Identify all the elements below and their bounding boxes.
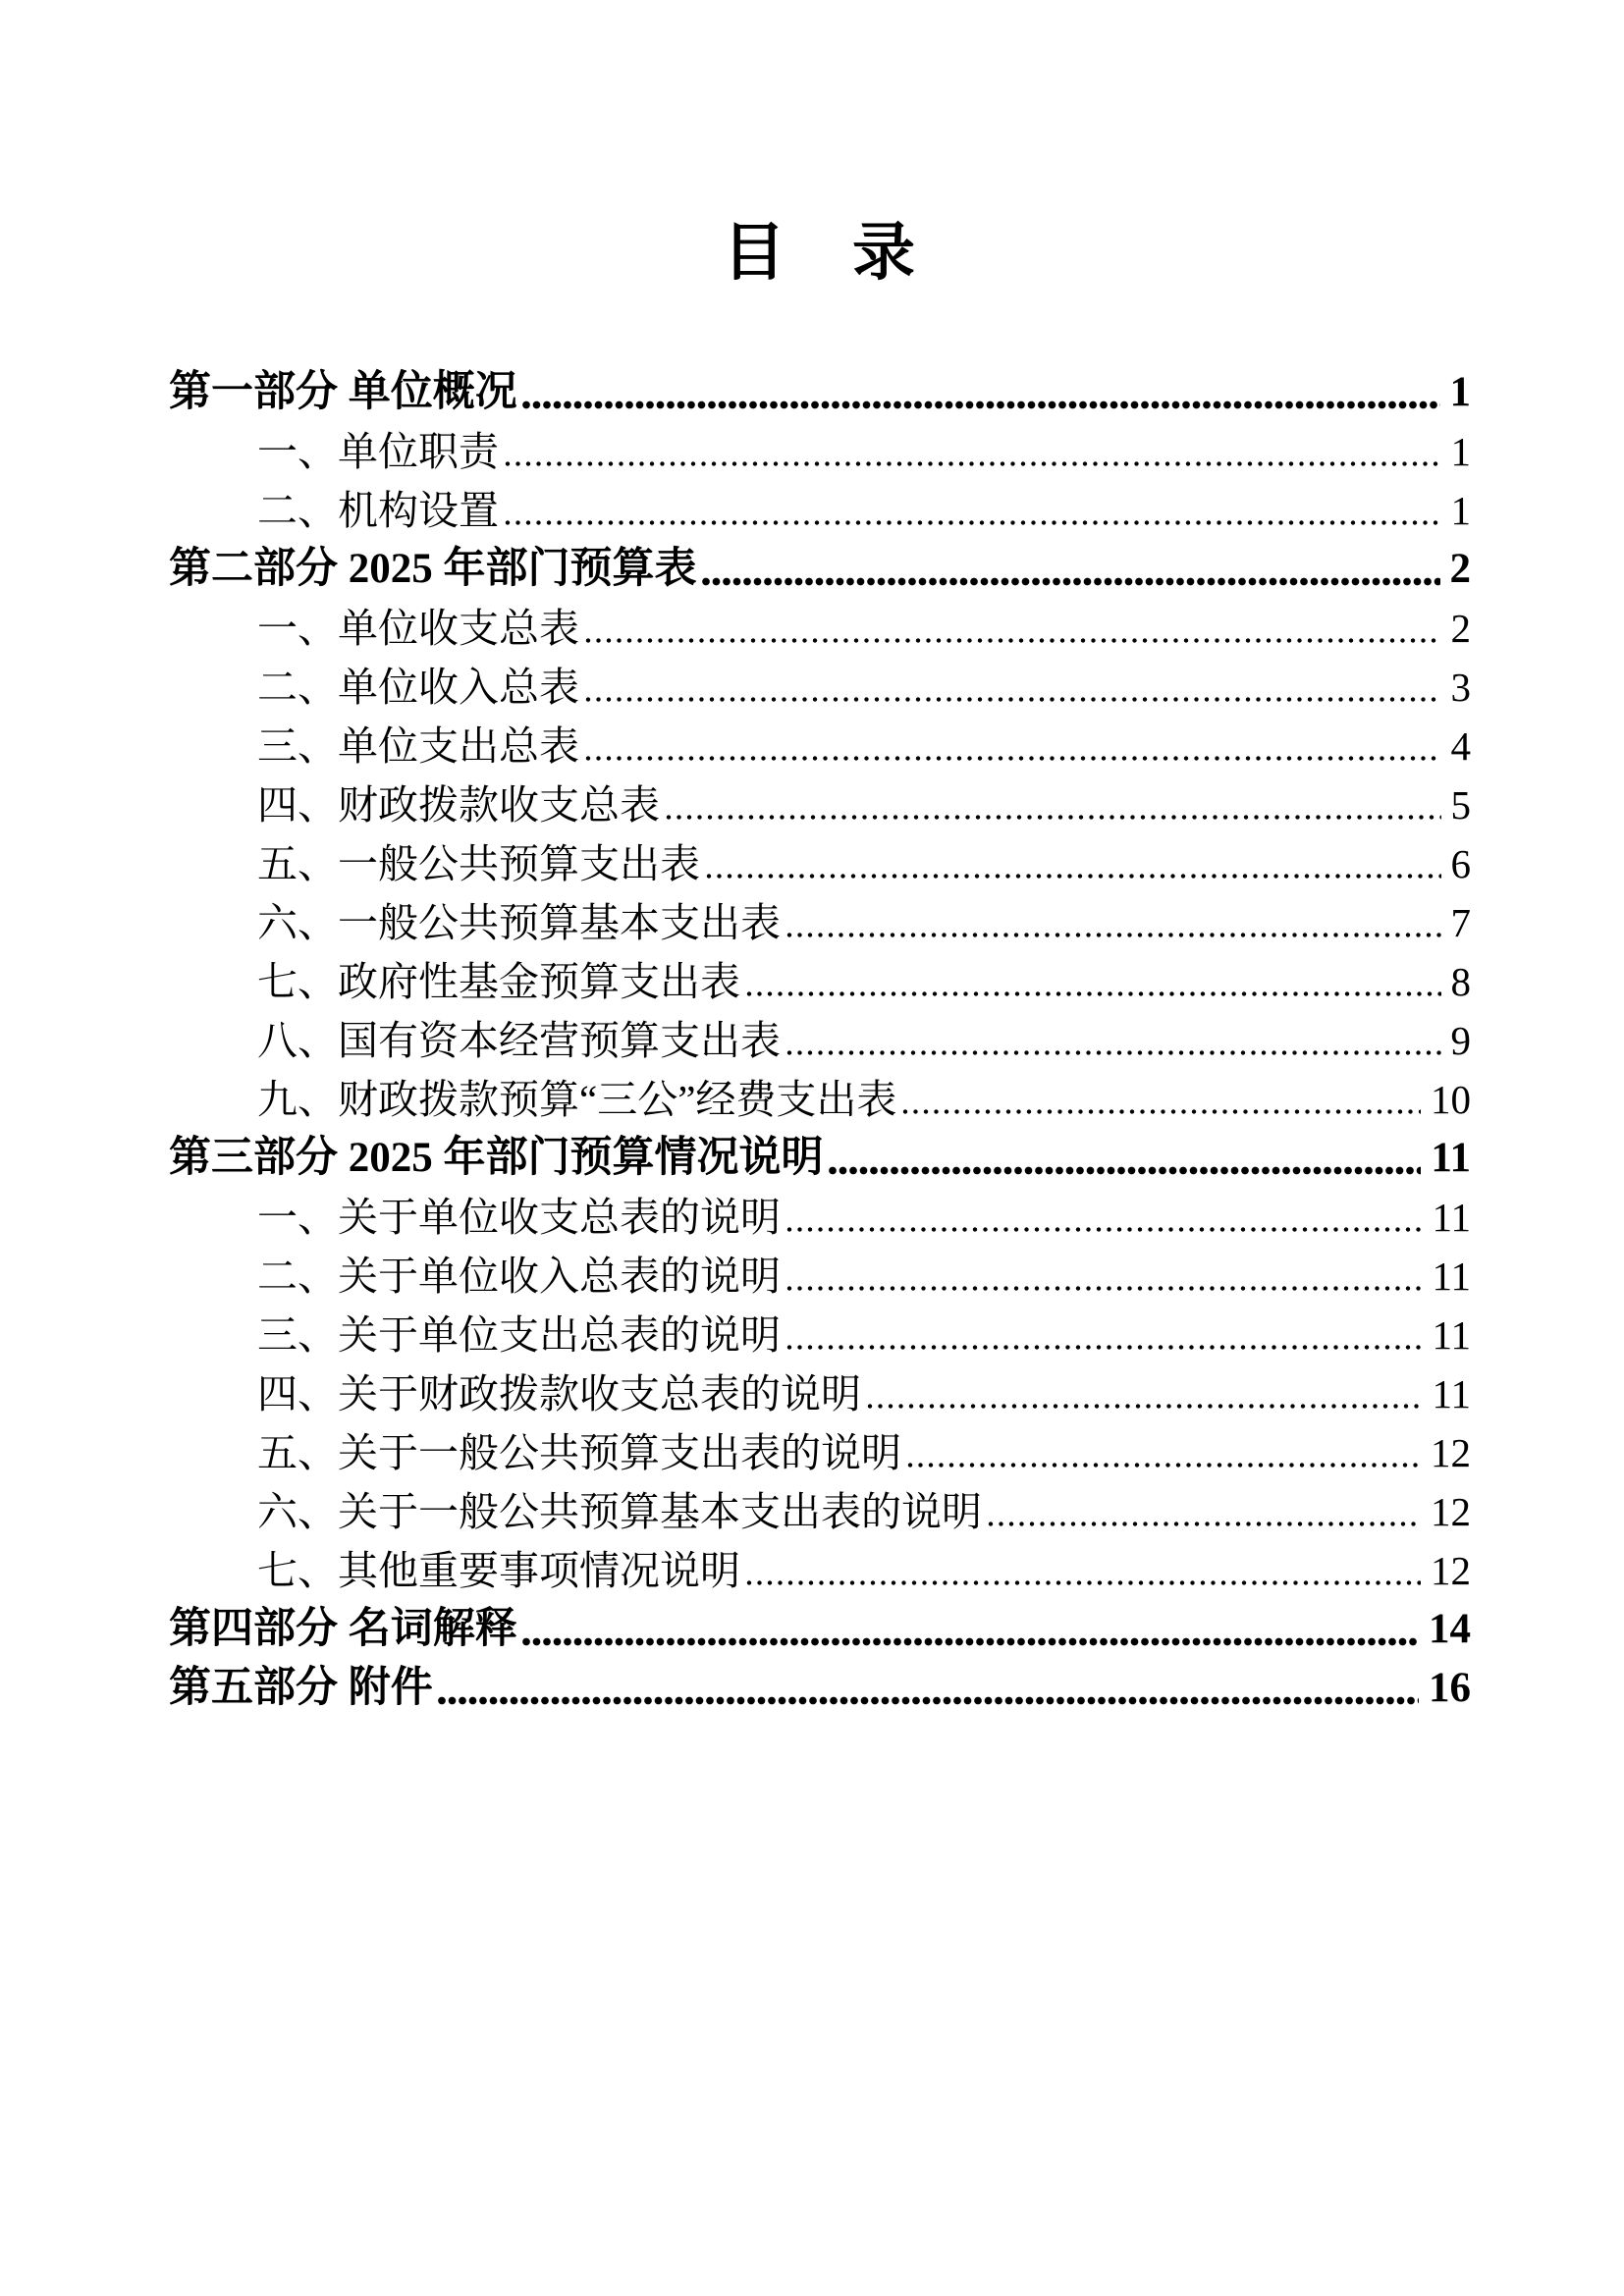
toc-entry[interactable]	[169, 658, 1471, 717]
dot-leader	[660, 775, 1446, 834]
dot-leader	[517, 363, 1445, 422]
dot-leader	[579, 599, 1446, 658]
toc-entry-page: 10	[1431, 1077, 1471, 1122]
toc-list	[169, 363, 1471, 1718]
dot-leader	[982, 1482, 1426, 1541]
toc-entry-page: 11	[1432, 1371, 1471, 1416]
dot-leader	[781, 893, 1446, 952]
dot-leader	[700, 834, 1446, 893]
toc-entry[interactable]	[169, 481, 1471, 540]
toc-entry-label: 九、财政拨款预算“三公”经费支出表	[257, 1077, 897, 1122]
toc-entry[interactable]	[169, 1600, 1471, 1659]
toc-entry[interactable]	[169, 1129, 1471, 1188]
dot-leader	[740, 1541, 1426, 1600]
toc-entry-label: 二、机构设置	[257, 488, 499, 533]
toc-entry-label: 第四部分 名词解释	[169, 1606, 517, 1652]
toc-entry-page: 5	[1450, 782, 1471, 828]
toc-entry-page: 1	[1450, 429, 1471, 474]
toc-entry-page: 2	[1449, 546, 1471, 592]
toc-entry-label: 四、关于财政拨款收支总表的说明	[257, 1371, 861, 1416]
dot-leader	[579, 658, 1446, 717]
toc-entry[interactable]	[169, 952, 1471, 1011]
toc-entry[interactable]	[169, 1423, 1471, 1482]
toc-entry-page: 14	[1429, 1606, 1471, 1652]
dot-leader	[896, 1070, 1426, 1129]
dot-leader	[740, 952, 1446, 1011]
toc-entry-label: 第五部分 附件	[169, 1665, 433, 1711]
dot-leader	[781, 1247, 1428, 1306]
page-title: 目 录	[723, 218, 917, 288]
toc-entry[interactable]	[169, 1011, 1471, 1070]
toc-entry-page: 7	[1450, 900, 1471, 945]
toc-entry[interactable]	[169, 1482, 1471, 1541]
toc-entry-page: 11	[1431, 1135, 1471, 1181]
toc-entry-page: 1	[1450, 488, 1471, 533]
toc-entry[interactable]	[169, 1188, 1471, 1247]
toc-entry-label: 三、单位支出总表	[257, 723, 579, 769]
toc-entry-page: 3	[1450, 665, 1471, 710]
toc-entry-label: 五、一般公共预算支出表	[257, 841, 700, 886]
dot-leader	[781, 1306, 1428, 1364]
toc-entry[interactable]	[169, 1070, 1471, 1129]
toc-entry-page: 12	[1431, 1430, 1471, 1475]
dot-leader	[499, 422, 1446, 481]
toc-entry-label: 六、关于一般公共预算基本支出表的说明	[257, 1489, 982, 1534]
toc-entry[interactable]	[169, 540, 1471, 599]
toc-entry[interactable]	[169, 717, 1471, 775]
dot-leader	[499, 481, 1446, 540]
toc-entry[interactable]	[169, 893, 1471, 952]
dot-leader	[901, 1423, 1426, 1482]
toc-entry-page: 9	[1450, 1018, 1471, 1063]
dot-leader	[433, 1659, 1424, 1718]
toc-entry-label: 六、一般公共预算基本支出表	[257, 900, 781, 945]
toc-entry[interactable]	[169, 422, 1471, 481]
toc-entry-label: 第二部分 2025 年部门预算表	[169, 546, 697, 592]
toc-entry-label: 七、政府性基金预算支出表	[257, 959, 740, 1004]
toc-entry[interactable]	[169, 1541, 1471, 1600]
toc-entry-label: 一、单位收支总表	[257, 606, 579, 651]
toc-entry[interactable]	[169, 363, 1471, 422]
dot-leader	[824, 1129, 1427, 1188]
toc-entry-label: 一、关于单位收支总表的说明	[257, 1195, 781, 1240]
toc-entry-page: 8	[1450, 959, 1471, 1004]
toc-entry-page: 16	[1429, 1665, 1471, 1711]
toc-entry-label: 第一部分 单位概况	[169, 369, 517, 415]
toc-entry-label: 三、关于单位支出总表的说明	[257, 1312, 781, 1358]
toc-entry-page: 4	[1450, 723, 1471, 769]
toc-entry-page: 12	[1431, 1548, 1471, 1593]
toc-entry-label: 二、单位收入总表	[257, 665, 579, 710]
toc-entry-label: 五、关于一般公共预算支出表的说明	[257, 1430, 901, 1475]
toc-entry-label: 八、国有资本经营预算支出表	[257, 1018, 781, 1063]
toc-entry-page: 6	[1450, 841, 1471, 886]
toc-entry[interactable]	[169, 1659, 1471, 1718]
dot-leader	[861, 1364, 1428, 1423]
toc-entry[interactable]	[169, 1247, 1471, 1306]
toc-entry-label: 第三部分 2025 年部门预算情况说明	[169, 1135, 824, 1181]
dot-leader	[781, 1188, 1428, 1247]
toc-entry-label: 四、财政拨款收支总表	[257, 782, 660, 828]
toc-entry-page: 2	[1450, 606, 1471, 651]
toc-entry-label: 二、关于单位收入总表的说明	[257, 1254, 781, 1299]
toc-entry-page: 11	[1432, 1195, 1471, 1240]
toc-entry[interactable]	[169, 599, 1471, 658]
dot-leader	[579, 717, 1446, 775]
toc-entry[interactable]	[169, 1364, 1471, 1423]
toc-entry-page: 1	[1449, 369, 1471, 415]
dot-leader	[697, 540, 1445, 599]
toc-entry-label: 七、其他重要事项情况说明	[257, 1548, 740, 1593]
toc-entry-page: 12	[1431, 1489, 1471, 1534]
toc-entry-page: 11	[1432, 1254, 1471, 1299]
toc-entry-label: 一、单位职责	[257, 429, 499, 474]
toc-entry[interactable]	[169, 834, 1471, 893]
toc-entry[interactable]	[169, 1306, 1471, 1364]
toc-entry-page: 11	[1432, 1312, 1471, 1358]
dot-leader	[781, 1011, 1446, 1070]
dot-leader	[517, 1600, 1424, 1659]
toc-entry[interactable]	[169, 775, 1471, 834]
